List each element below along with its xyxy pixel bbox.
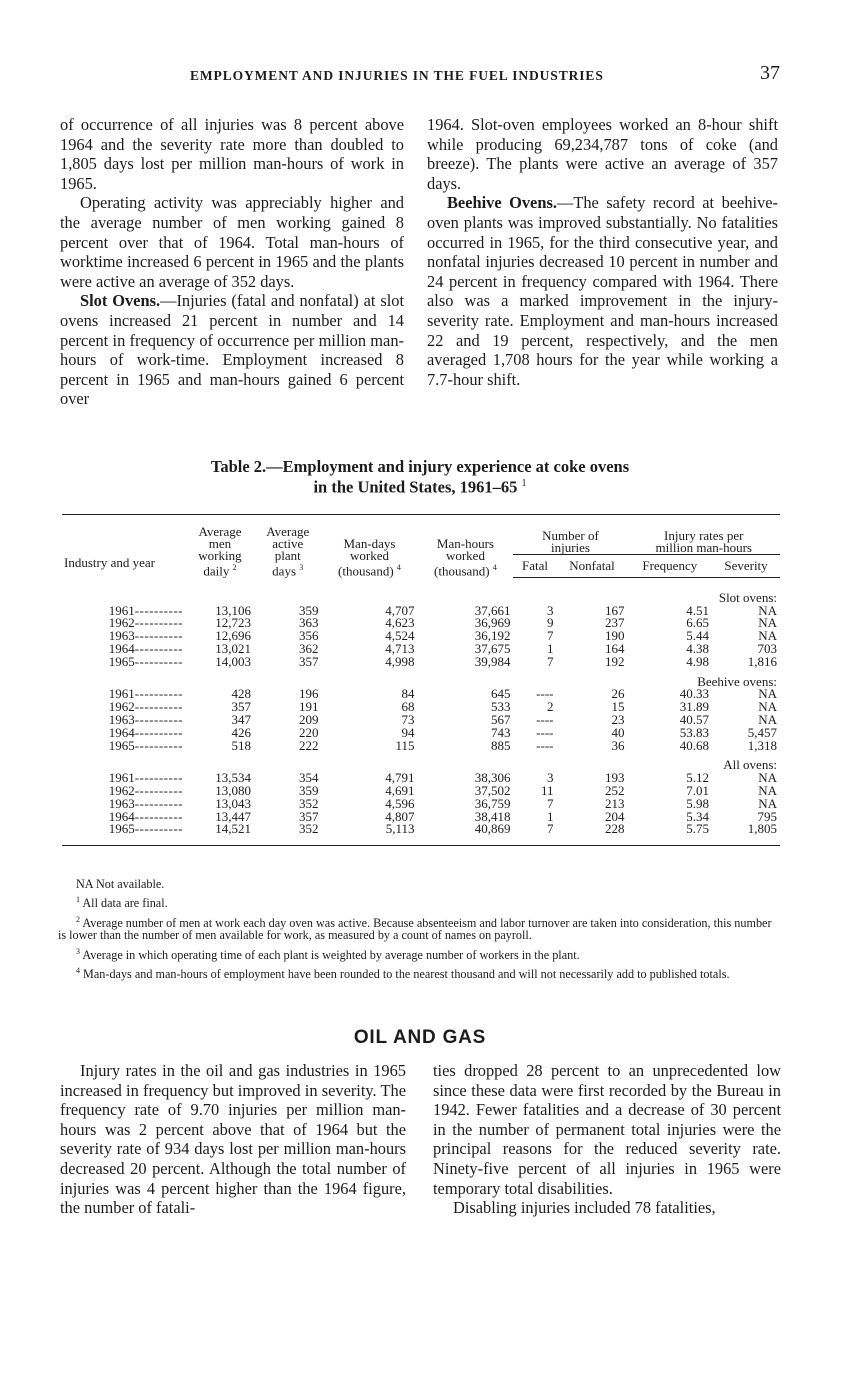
cell-frequency: 40.68 [679,737,710,753]
col-header-days: Average active plant days $^3$ [254,515,322,578]
cell-nonfatal: 252 [605,782,625,798]
cell-year: 1965---------- [108,737,183,753]
cell-severity: 1,318 [747,737,777,753]
table-title-line: in the United States, 1961–65 $^1$ [313,477,527,497]
paragraph: ties dropped 28 percent to an unprecedented low since these data were first recorded by the Bureau in 1942. Fewer fatalities and a decrease of 30 percent in the number of permanent total injuries were the principal reasons for the reduced severity rate. Ninety-five percent of all injuries in 1965 were temporary total disabilities. [433,1061,781,1198]
cell-man-hours: 533 [490,699,511,715]
cell-men: 14,521 [186,823,254,845]
paragraph: Disabling injuries included 78 fatalities, [453,1198,716,1218]
cell-days: 357 [299,653,319,669]
cell-days: 357 [299,808,319,824]
cell-men: 12,723 [215,615,251,631]
col-header-men: Average men working daily $^2$ [186,515,254,578]
table-body [62,577,780,845]
cell-man-days: 84 [401,686,415,702]
cell-year: 1961---------- [108,686,183,702]
cell-severity: 703 [757,641,777,657]
cell-year: 1962---------- [108,699,183,715]
run-in-heading: Beehive Ovens. [447,193,557,213]
cell-frequency: 5.98 [686,795,710,811]
table-row [62,656,780,669]
cell-frequency: 40.33 [679,686,710,702]
cell-frequency: 5.12 [686,770,710,786]
footnote: $^3$ Average in which operating time of each plant is weighted by average number of workers in the plant. [76,946,580,962]
cell-year: 1963---------- [108,795,183,811]
cell-man-days: 115 [395,737,415,753]
cell-man-days: 4,791 [385,770,415,786]
col-header-frequency: Frequency [628,554,713,577]
running-head: EMPLOYMENT AND INJURIES IN THE FUEL INDUSTRIES [190,68,604,83]
cell-year: 1964---------- [108,724,183,740]
cell-nonfatal: 213 [605,795,625,811]
cell-man-days: 4,707 [385,602,415,618]
cell-man-days: 4,998 [385,653,415,669]
cell-man-hours: 645 [490,686,511,702]
run-in-heading: Slot Ovens. [80,291,161,311]
paragraph [60,291,404,409]
cell-men: 13,043 [215,795,251,811]
cell-frequency: 5.44 [686,628,710,644]
cell-man-hours: 39,984 [474,653,511,669]
cell-man-days: 4,691 [385,782,415,798]
cell-severity: 1,816 [747,653,777,669]
cell-fatal: 11 [540,782,554,798]
cell-severity: NA [758,699,777,715]
paragraph: Injury rates in the oil and gas industries in 1965 increased in frequency but improved in severity. The frequency rate of 9.70 injuries per million man-hours was 2 percent above that of 1964 but the severity rate of 934 days lost per million man-hours decreased 20 percent. Although the total number of injuries was 4 percent higher than the 1964 figure, the number of fatali- [60,1061,406,1218]
cell-severity: 795 [757,808,777,824]
cell-days: 359 [299,602,319,618]
cell-nonfatal: 193 [605,770,625,786]
cell-man-hours: 38,418 [474,808,511,824]
cell-fatal: 7 [547,653,554,669]
cell-men: 12,696 [215,628,251,644]
cell-frequency: 4.38 [686,641,710,657]
cell-man-hours: 36,192 [474,628,511,644]
cell-frequency: 7.01 [686,782,710,798]
cell-days: 352 [254,823,322,845]
top-right-column [427,115,778,389]
group-label: Beehive ovens: [697,673,777,689]
cell-men: 14,003 [215,653,251,669]
cell-fatal: 9 [547,615,554,631]
top-left-column [60,115,404,409]
cell-fatal: 1 [547,808,554,824]
footnote: $^4$ Man-days and man-hours of employment have been rounded to the nearest thousand and will not necessarily add to published totals. [76,966,730,982]
cell-year: 1965---------- [62,823,186,845]
cell-year: 1962---------- [108,782,183,798]
cell-men: 13,021 [215,641,251,657]
cell-nonfatal: 15 [611,699,625,715]
paragraph-text: —The safety record at beehive-oven plants was improved substantially. No fatalities occurred in 1965, for the third consecutive year, and nonfatal injuries decreased 10 percent in number and 24 percent in frequency compared with 1964. There also was a marked improvement in the injury-severity rate. Employment and man-hours increased 22 and 19 percent, respectively, and the men averaged 1,708 hours for the year while working a 7.7-hour shift. [427,193,778,389]
cell-man-hours: 36,759 [474,795,511,811]
paragraph: of occurrence of all injuries was 8 percent above 1964 and the severity rate more than doubled to 1,805 days lost per million man-hours of work in 1965. [60,115,404,193]
cell-man-days: 94 [401,724,415,740]
cell-year: 1964---------- [108,808,183,824]
table-row [62,740,780,753]
cell-man-days: 4,596 [385,795,415,811]
cell-year: 1965---------- [108,653,183,669]
cell-nonfatal: 164 [605,641,625,657]
cell-nonfatal: 228 [557,823,628,845]
cell-severity: NA [758,628,777,644]
cell-nonfatal: 204 [605,808,625,824]
cell-days: 354 [299,770,319,786]
bottom-right-column [433,1061,781,1218]
page-header [60,62,780,88]
col-header-fatal: Fatal [513,554,556,577]
cell-man-hours: 885 [490,737,511,753]
cell-frequency: 6.65 [686,615,710,631]
cell-men: 13,080 [215,782,251,798]
cell-days: 363 [299,615,319,631]
cell-days: 359 [299,782,319,798]
cell-men: 347 [231,712,251,727]
cell-severity: NA [758,795,777,811]
cell-days: 191 [299,699,319,715]
cell-man-hours: 37,502 [474,782,511,798]
cell-men: 428 [231,686,251,702]
cell-severity: 5,457 [747,724,777,740]
cell-man-hours: 37,675 [474,641,511,657]
cell-year: 1963---------- [108,628,183,644]
cell-fatal: 1 [547,641,554,657]
col-header-nonfatal: Nonfatal [557,554,628,577]
cell-fatal: ---- [536,686,554,702]
cell-year: 1961---------- [108,770,183,786]
cell-man-days: 4,807 [385,808,415,824]
coke-ovens-table [62,514,780,846]
cell-days: 196 [299,686,319,702]
col-header-industry: Industry and year [62,515,186,578]
footnote: $^2$ Average number of men at work each day oven was active. Because absenteeism and labor turnover are taken into consideration, this number is lower than the number of men available for work, as measured by a count of names on payroll. [58,914,772,943]
cell-severity: NA [758,782,777,798]
cell-men: 13,447 [215,808,251,824]
cell-man-days: 4,524 [385,628,415,644]
cell-year: 1964---------- [108,641,183,657]
cell-fatal: 7 [547,795,554,811]
cell-frequency: 5.34 [686,808,710,824]
cell-men: 426 [231,724,251,740]
page-number: 37 [760,62,780,84]
table-title [60,458,780,496]
cell-nonfatal: 192 [605,653,625,669]
cell-days: 209 [299,712,319,727]
cell-days: 356 [299,628,319,644]
paragraph-text: —Injuries (fatal and nonfatal) at slot ovens increased 21 percent in number and 14 percent in frequency of occurrence per million man-hours of work-time. Employment increased 8 percent in 1965 and man-hours gained 6 percent over [60,291,405,409]
col-header-severity: Severity [712,554,780,577]
cell-fatal: 7 [547,628,554,644]
cell-man-days: 4,623 [385,615,415,631]
cell-severity: NA [758,770,777,786]
section-heading: OIL AND GAS [353,1027,487,1048]
table-row [62,823,780,845]
cell-man-days: 73 [401,712,415,727]
cell-men: 518 [231,737,251,753]
table-title-line: Table 2.—Employment and injury experience at coke ovens [210,457,630,476]
cell-fatal: 3 [547,770,554,786]
col-header-man-hours: Man-hours worked (thousand) $^4$ [417,515,513,578]
cell-man-days: 4,713 [385,641,415,657]
cell-fatal: 2 [547,699,554,715]
cell-frequency: 4.98 [686,653,710,669]
cell-frequency: 5.75 [628,823,713,845]
cell-men: 13,106 [215,602,251,618]
group-label: Slot ovens: [718,589,777,605]
cell-severity: NA [758,712,777,727]
cell-man-hours: 743 [490,724,511,740]
cell-year: 1961---------- [108,602,183,618]
cell-frequency: 40.57 [679,712,710,727]
paragraph: 1964. Slot-oven employees worked an 8-hour shift while producing 69,234,787 tons of coke (and breeze). The plants were active an average of 357 days. [427,115,778,193]
cell-man-days: 68 [401,699,415,715]
cell-frequency: 53.83 [679,724,710,740]
footnote: $^1$ All data are final. [76,895,168,911]
cell-frequency: 31.89 [679,699,710,715]
cell-man-hours: 36,969 [474,615,511,631]
cell-days: 352 [299,795,319,811]
cell-nonfatal: 26 [611,686,625,702]
cell-man-hours: 567 [490,712,511,727]
cell-fatal: 7 [513,823,556,845]
cell-severity: 1,805 [712,823,780,845]
cell-nonfatal: 237 [605,615,625,631]
bottom-left-column [60,1061,406,1218]
cell-days: 220 [299,724,319,740]
footnote-ref: 1 [521,478,527,489]
cell-nonfatal: 36 [611,737,625,753]
col-group-injuries: Number of injuries [513,515,627,555]
col-header-man-days: Man-days worked (thousand) $^4$ [322,515,418,578]
table-footnotes [58,877,782,985]
cell-days: 222 [299,737,319,753]
group-label: All ovens: [723,757,777,773]
paragraph: Operating activity was appreciably higher and the average number of men working gained 8 percent over that of 1964. Total man-hours of worktime increased 6 percent in 1965 and the plants were active an average of 352 days. [60,193,404,291]
cell-severity: NA [758,615,777,631]
cell-year: 1962---------- [108,615,183,631]
cell-men: 357 [231,699,251,715]
cell-fatal: ---- [536,737,554,753]
paragraph [427,193,778,389]
cell-man-hours: 40,869 [417,823,513,845]
table-group-row [62,577,780,604]
cell-year: 1963---------- [108,712,183,727]
cell-fatal: ---- [536,724,554,740]
cell-man-hours: 38,306 [474,770,511,786]
cell-nonfatal: 190 [605,628,625,644]
cell-fatal: 3 [547,602,554,618]
cell-man-days: 5,113 [322,823,418,845]
footnote: NA Not available. [76,877,165,891]
cell-fatal: ---- [536,712,554,727]
cell-severity: NA [758,602,777,618]
cell-nonfatal: 40 [611,724,625,740]
cell-man-hours: 37,661 [474,602,511,618]
cell-days: 362 [299,641,319,657]
col-group-rates: Injury rates per million man-hours [628,515,780,555]
cell-nonfatal: 23 [611,712,625,727]
cell-nonfatal: 167 [605,602,625,618]
cell-men: 13,534 [215,770,251,786]
cell-frequency: 4.51 [686,602,710,618]
cell-severity: NA [758,686,777,702]
